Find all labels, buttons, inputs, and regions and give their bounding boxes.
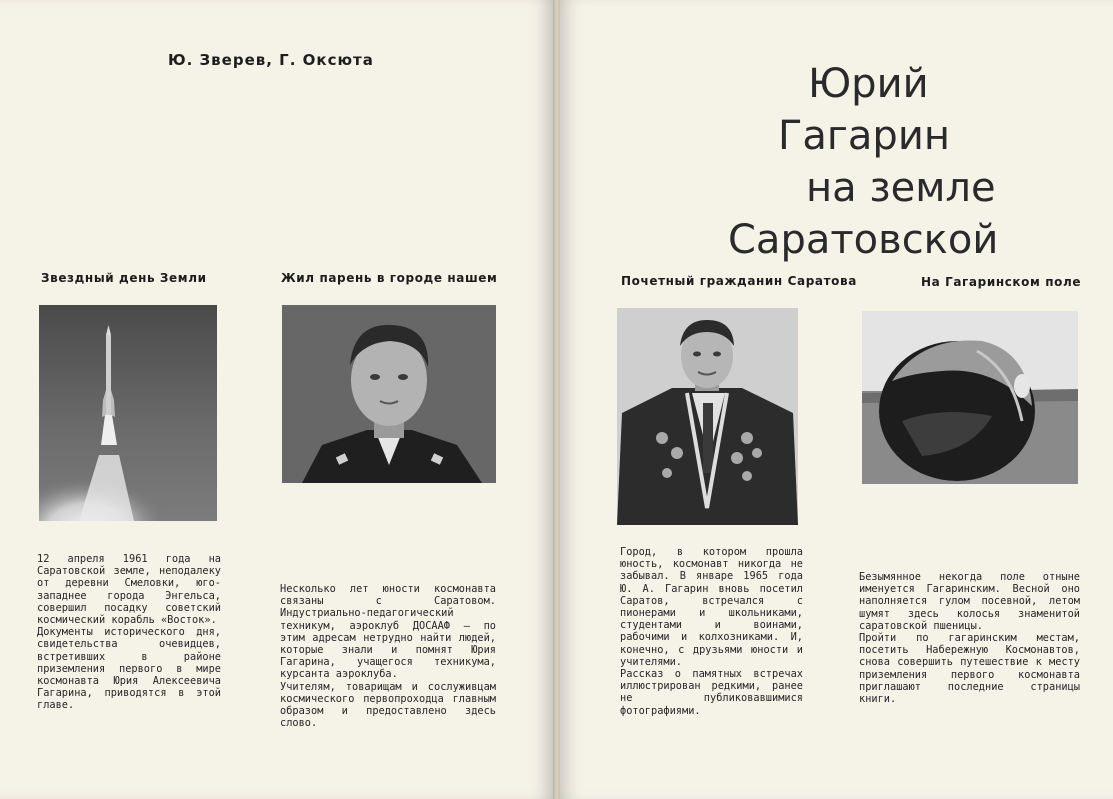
section-text-starry-day [37,553,221,712]
paragraph: Несколько лет юности космонавта связаны с Саратовом. Индустриально-педагогический техникум, аэроклуб ДОСААФ — по этим адресам нетрудно найти людей, которые знали и помнят Юрия Гагарина, учащегося техникума, курсанта аэроклуба. [280,583,496,681]
rocket-launch-photo [39,305,217,521]
book-title-line: Гагарин [778,113,950,159]
authors: Ю. Зверев, Г. Оксюта [168,51,374,69]
book-title-line: Юрий [808,61,929,107]
section-title-gagarin-field: На Гагаринском поле [921,275,1082,289]
paragraph: Пройти по гагаринским местам, посетить Набережную Космонавтов, снова совершить путешествие к месту приземления первого космонавта приглашают последние страницы книги. [859,632,1080,706]
book-title-line: Саратовской [728,217,999,263]
section-title-lived-a-guy: Жил парень в городе нашем [281,271,498,285]
section-text-gagarin-field [859,571,1080,705]
book-gutter [553,0,560,799]
descent-capsule-photo [862,311,1078,484]
paragraph: Город, в котором прошла юность, космонавт никогда не забывал. В январе 1965 года Ю. А. Гагарин вновь посетил Саратов, встречался с пионерами и школьниками, студентами и воинами, рабочими и колхозниками. И, конечно, с друзьями юности и учителями. [620,546,803,668]
gagarin-uniform-portrait-photo [617,308,798,525]
section-text-honorary-citizen [620,546,803,717]
section-title-starry-day: Звездный день Земли [41,271,207,285]
paragraph: Документы исторического дня, свидетельства очевидцев, встретивших в районе приземления первого в мире космонавта Юрия Алексеевича Гагарина, приводятся в этой главе. [37,626,221,712]
paragraph: 12 апреля 1961 года на Саратовской земле, неподалеку от деревни Смеловки, юго-западнее города Энгельса, совершил посадку советский космический корабль «Восток». [37,553,221,627]
paragraph: Рассказ о памятных встречах иллюстрирован редкими, ранее не публиковавшимися фотографиями. [620,668,803,717]
section-text-lived-a-guy [280,583,496,729]
paragraph: Безымянное некогда поле отныне именуется Гагаринским. Весной оно наполняется гулом посевной, летом шумят здесь колосья знаменитой саратовской пшеницы. [859,571,1080,632]
young-gagarin-portrait-photo [282,305,496,483]
book-title-line: на земле [806,165,996,211]
book-title [720,58,1010,266]
paragraph: Учителям, товарищам и сослуживцам космического первопроходца главным образом и предоставлено здесь слово. [280,680,496,730]
section-title-honorary-citizen: Почетный гражданин Саратова [621,274,857,288]
